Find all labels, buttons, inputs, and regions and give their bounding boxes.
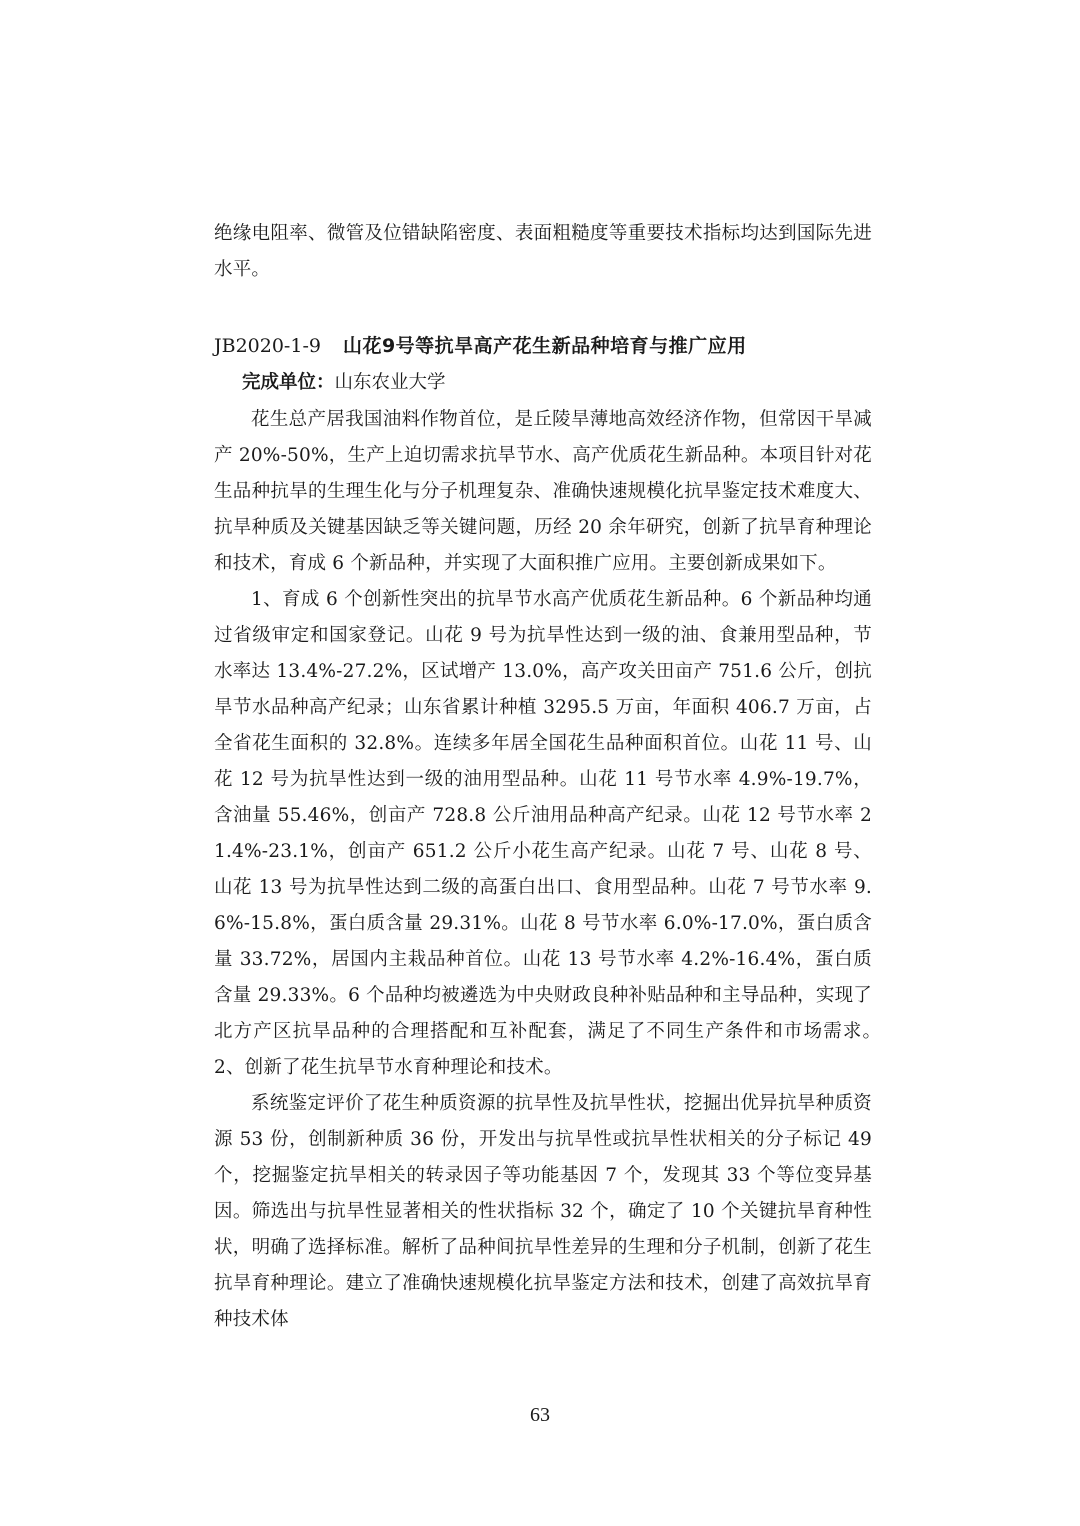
continuation-paragraph: 绝缘电阻率、微管及位错缺陷密度、表面粗糙度等重要技术指标均达到国际先进水平。 bbox=[214, 223, 872, 280]
completion-unit-name: 山东农业大学 bbox=[334, 372, 446, 393]
page-number: 63 bbox=[530, 1404, 550, 1426]
completion-unit bbox=[242, 368, 446, 398]
completion-unit-label: 完成单位： bbox=[242, 372, 335, 393]
project-body bbox=[214, 402, 891, 1338]
project-title: 山花9号等抗旱高产花生新品种培育与推广应用 bbox=[342, 335, 747, 357]
body-paragraph-varieties: 1、育成 6 个创新性突出的抗旱节水高产优质花生新品种。6 个新品种均通过省级审定和国家登记。山花 9 号为抗旱性达到一级的油、食兼用型品种，节水率达 13.4%-27.2%，区试增产 13.0%，高产攻关田亩产 751.6 公斤，创抗旱节水品种高产纪录；山东省累计种植 3295.5 万亩，年面积 406.7 万亩，占全省花生面积的 32.8%。连续多年居全国花生品种面积首位。山花 11 号、山花 12 号为抗旱性达到一级的油用型品种。山花 11 号节水率 4.9%-19.7%，含油量 55.46%，创亩产 728.8 公斤油用品种高产纪录。山花 12 号节水率 21.4%-23.1%，创亩产 651.2 公斤小花生高产纪录。山花 7 号、山花 8 号、山花 13 号为抗旱性达到二级的高蛋白出口、食用型品种。山花 7 号节水率 9.6%-15.8%，蛋白质含量 29.31%。山花 8 号节水率 6.0%-17.0%，蛋白质含量 33.72%，居国内主栽品种首位。山花 13 号节水率 4.2%-16.4%，蛋白质含量 29.33%。6 个品种均被遴选为中央财政良种补贴品种和主导品种，实现了北方产区抗旱品种的合理搭配和互补配套，满足了不同生产条件和市场需求。 2、创新了花生抗旱节水育种理论和技术。 bbox=[214, 589, 891, 1078]
project-code: JB2020-1-9 bbox=[214, 335, 321, 357]
body-paragraph-intro: 花生总产居我国油料作物首位，是丘陵旱薄地高效经济作物，但常因干旱减产 20%-50%，生产上迫切需求抗旱节水、高产优质花生新品种。本项目针对花生品种抗旱的生理生化与分子机理复杂、准确快速规模化抗旱鉴定技术难度大、抗旱种质及关键基因缺乏等关键问题，历经 20 余年研究，创新了抗旱育种理论和技术，育成 6 个新品种，并实现了大面积推广应用。主要创新成果如下。 bbox=[214, 409, 872, 574]
project-heading bbox=[214, 331, 894, 361]
body-paragraph-theory: 系统鉴定评价了花生种质资源的抗旱性及抗旱性状，挖掘出优异抗旱种质资源 53 份，创制新种质 36 份，开发出与抗旱性或抗旱性状相关的分子标记 49 个，挖掘鉴定抗旱相关的转录因子等功能基因 7 个，发现其 33 个等位变异基因。筛选出与抗旱性显著相关的性状指标 32 个，确定了 10 个关键抗旱育种性状，明确了选择标准。解析了品种间抗旱性差异的生理和分子机制，创新了花生抗旱育种理论。建立了准确快速规模化抗旱鉴定方法和技术，创建了高效抗旱育种技术体 bbox=[214, 1093, 872, 1330]
